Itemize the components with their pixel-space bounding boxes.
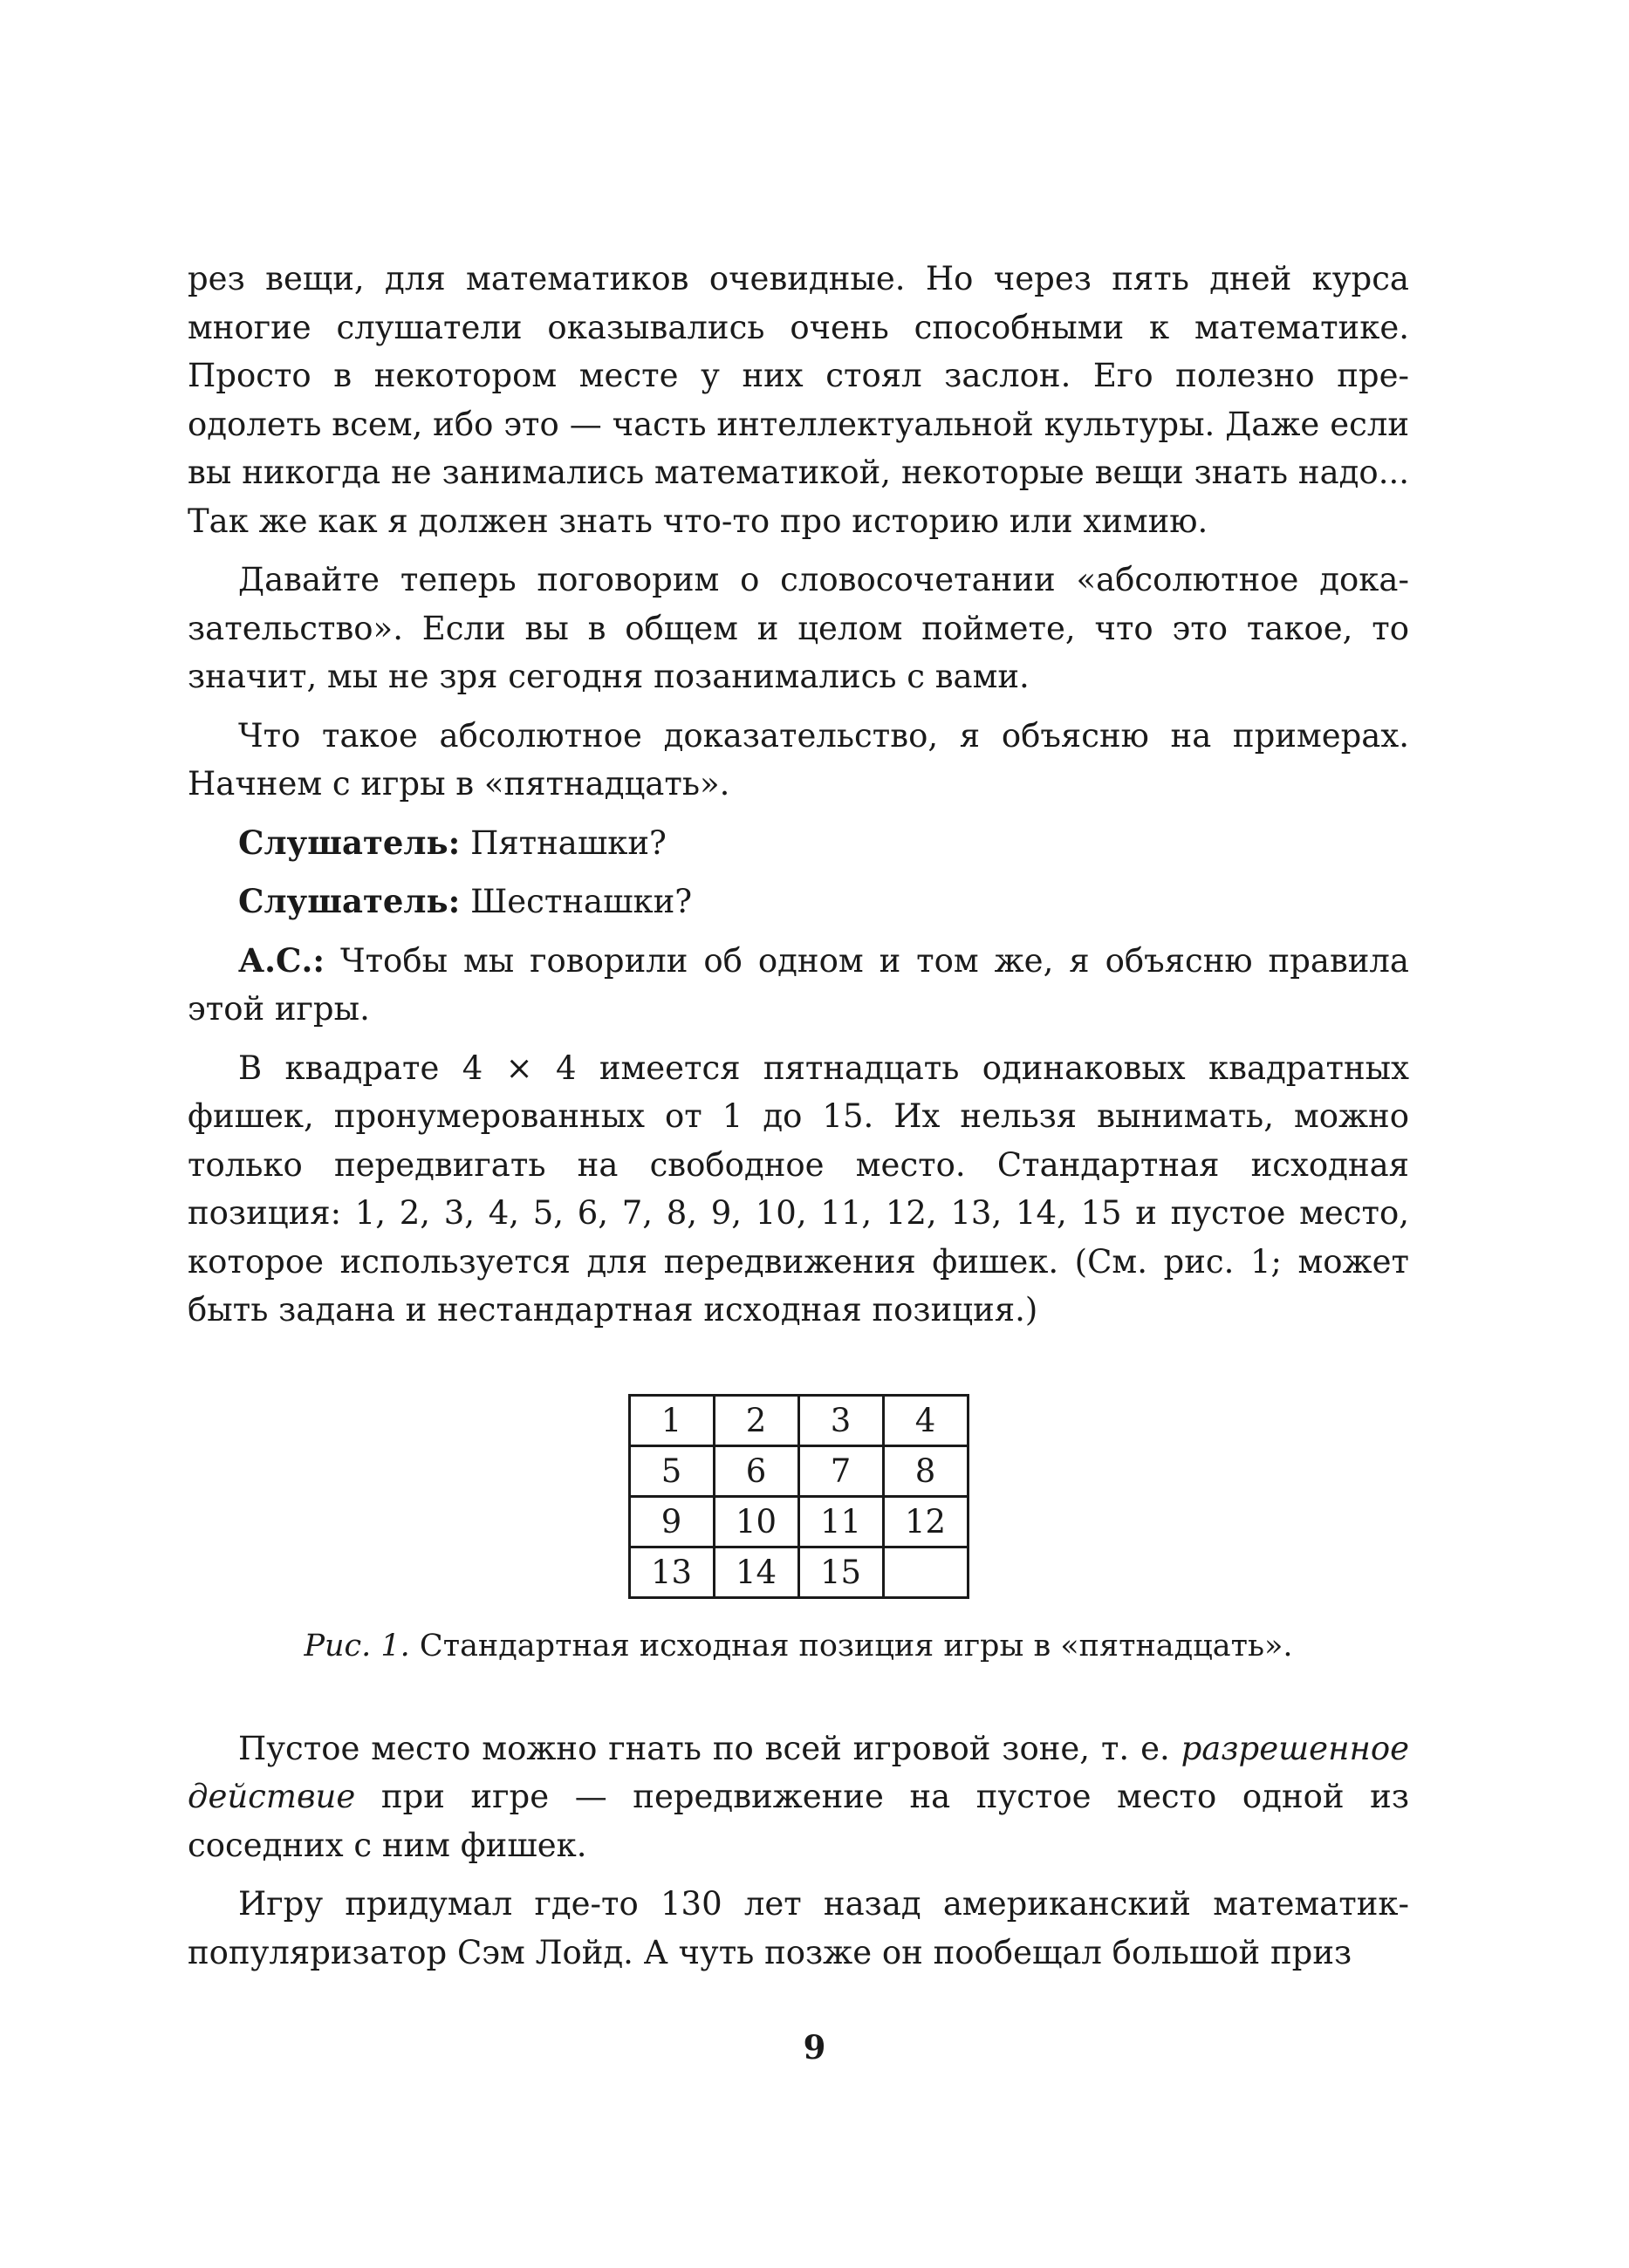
grid-cell: 13 xyxy=(629,1547,714,1597)
grid-cell: 6 xyxy=(714,1445,798,1496)
grid-cell: 4 xyxy=(883,1395,968,1445)
grid-cell: 12 xyxy=(883,1496,968,1547)
page-body xyxy=(188,255,1409,1977)
grid-cell: 15 xyxy=(798,1547,883,1597)
grid-cell: 5 xyxy=(629,1445,714,1496)
paragraph: рез вещи, для математиков очевидные. Но через пять дней курса многие слушатели оказывались очень способными к математике. Просто в некотором месте у них стоял заслон. Его полезно преодолеть всем, ибо это — часть интеллектуальной культуры. Даже если вы никогда не занимались математикой, некоторые вещи знать надо... Так же как я должен знать что-то про историю или химию. xyxy=(188,260,1409,540)
caption-label: Рис. 1. xyxy=(304,1628,410,1663)
dialogue-line xyxy=(188,937,1409,1034)
dialogue-text: Чтобы мы говорили об одном и том же, я объясню правила этой игры. xyxy=(188,941,1409,1028)
grid-cell: 8 xyxy=(883,1445,968,1496)
figure-caption xyxy=(304,1625,1292,1667)
page-number: 9 xyxy=(803,2028,826,2066)
paragraph-text: Пустое место можно гнать по всей игровой зоне, т. е. xyxy=(238,1729,1170,1767)
paragraph xyxy=(188,1725,1409,1870)
paragraph: Игру придумал где-то 130 лет назад американский математик-популяризатор Сэм Лойд. А чуть позже он пообещал большой приз xyxy=(188,1885,1409,1971)
speaker-label: А.С.: xyxy=(238,940,325,980)
dialogue-line xyxy=(188,819,1409,868)
caption-text: Стандартная исходная позиция игры в «пятнадцать». xyxy=(419,1628,1293,1663)
grid-row xyxy=(629,1445,968,1496)
grid-cell: 1 xyxy=(629,1395,714,1445)
emphasis-term: разрешенное действие xyxy=(188,1729,1409,1815)
figure-1 xyxy=(188,1394,1409,1667)
grid-cell: 14 xyxy=(714,1547,798,1597)
paragraph: Давайте теперь поговорим о словосочетании «абсолютное доказательство». Если вы в общем и целом поймете, что это такое, то значит, мы не зря сегодня позанимались с вами. xyxy=(188,561,1409,695)
grid-cell: 3 xyxy=(798,1395,883,1445)
dialogue-line xyxy=(188,878,1409,926)
grid-row xyxy=(629,1496,968,1547)
paragraph: В квадрате 4 × 4 имеется пятнадцать одинаковых квадратных фишек, пронумерованных от 1 до 15. Их нельзя вынимать, можно только передвигать на свободное место. Стандартная исходная позиция: 1, 2, 3, 4, 5, 6, 7, 8, 9, 10, 11, 12, 13, 14, 15 и пустое место, которое используется для передвижения фишек. (См. рис. 1; может быть задана и нестандартная исходная позиция.) xyxy=(188,1049,1409,1329)
speaker-label: Слушатель: xyxy=(238,823,461,862)
dialogue-text: Пятнашки? xyxy=(470,823,667,862)
grid-cell: 2 xyxy=(714,1395,798,1445)
dialogue-text: Шестнашки? xyxy=(470,883,693,920)
grid-row xyxy=(629,1547,968,1597)
grid-cell: 7 xyxy=(798,1445,883,1496)
grid-cell: 11 xyxy=(798,1496,883,1547)
paragraph: Что такое абсолютное доказательство, я объясню на примерах. Начнем с игры в «пятнадцать». xyxy=(188,716,1409,803)
paragraph-text: при игре — передвижение на пустое место одной из соседних с ним фишек. xyxy=(188,1778,1409,1864)
grid-cell: 10 xyxy=(714,1496,798,1547)
grid-row xyxy=(629,1395,968,1445)
grid-cell-empty xyxy=(883,1547,968,1597)
grid-cell: 9 xyxy=(629,1496,714,1547)
fifteen-puzzle-grid xyxy=(628,1394,969,1599)
speaker-label: Слушатель: xyxy=(238,882,461,920)
